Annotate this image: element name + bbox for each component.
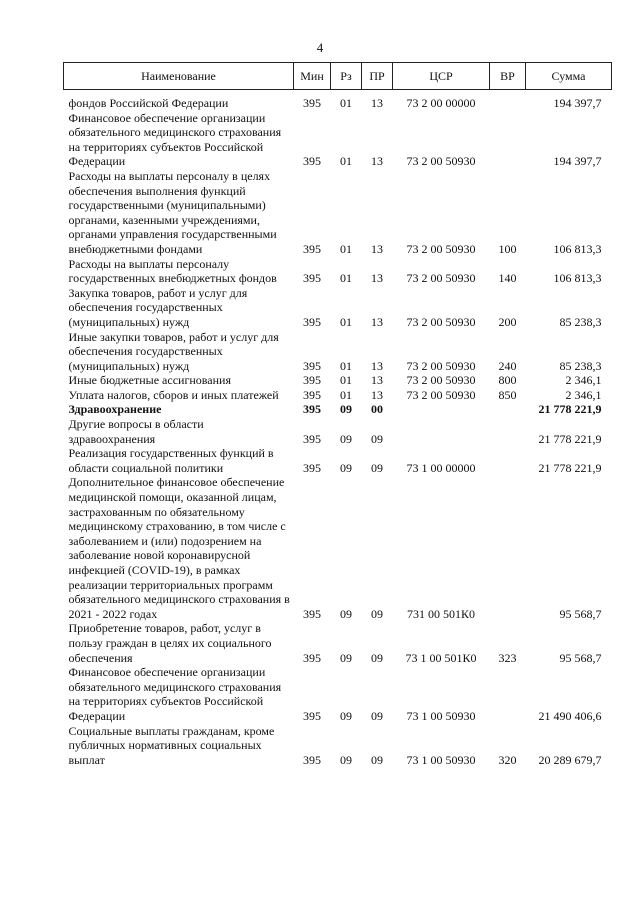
row-csr-cell: 73 1 00 501К0	[405, 650, 477, 665]
row-sum-cell: 95 568,7	[559, 606, 602, 621]
row-name-cell: Расходы на выплаты персоналу в целях обеспечения выполнения функций государственными (муниципальными) органами, казенными учреждениями, органами управления государственными внебюджетными фондами	[68, 168, 277, 256]
row-sum-cell: 21 778 221,9	[538, 460, 602, 475]
table-row	[64, 724, 612, 768]
table-row	[64, 475, 612, 621]
row-rz-cell: 01	[340, 358, 352, 373]
row-min-cell: 395	[303, 387, 321, 402]
column-header-name: Наименование	[64, 63, 294, 90]
row-sum-cell: 21 490 406,6	[538, 708, 602, 723]
row-rz-cell: 01	[340, 373, 352, 388]
row-pr-cell: 13	[371, 387, 383, 402]
row-rz-cell: 09	[340, 606, 352, 621]
row-sum-cell: 95 568,7	[559, 650, 602, 665]
row-vr-cell: 140	[498, 271, 517, 286]
row-pr-cell: 13	[371, 358, 383, 373]
column-header-csr: ЦСР	[393, 63, 490, 90]
row-min-cell: 395	[303, 460, 321, 475]
row-pr-cell: 09	[371, 606, 383, 621]
table-row	[64, 330, 612, 374]
row-csr-cell: 73 2 00 50930	[406, 271, 476, 286]
row-name-cell: Дополнительное финансовое обеспечение медицинской помощи, оказанной лицам, застрахованным по обязательному медицинскому страхованию, в том числе с заболеванием и (или) подозрением на заболевание новой коронавирусной инфекцией (COVID-19), в рамках реализации территориальных программ обязательного медицинского страхования в 2021 - 2022 годах	[68, 475, 290, 621]
row-rz-cell: 01	[340, 241, 352, 256]
table-body	[64, 90, 612, 768]
row-min-cell: 395	[303, 402, 321, 417]
column-header-vr: ВР	[490, 63, 526, 90]
row-sum-cell: 85 238,3	[559, 358, 602, 373]
row-name-cell: Расходы на выплаты персоналу государственных внебюджетных фондов	[68, 256, 277, 286]
row-min-cell: 395	[303, 358, 321, 373]
row-csr-cell: 73 2 00 50930	[406, 358, 476, 373]
row-vr-cell	[490, 90, 526, 111]
row-name-cell: Социальные выплаты гражданам, кроме публичных нормативных социальных выплат	[68, 723, 275, 767]
row-vr-cell: 100	[498, 241, 517, 256]
row-vr-cell: 850	[498, 387, 517, 402]
table-row	[64, 388, 612, 403]
row-min-cell: 395	[303, 314, 321, 329]
row-rz-cell: 09	[340, 460, 352, 475]
row-csr-cell: 73 2 00 50930	[406, 373, 476, 388]
row-csr-cell: 73 2 00 00000	[406, 96, 476, 110]
row-sum-cell: 2 346,1	[565, 387, 602, 402]
row-pr-cell: 09	[371, 460, 383, 475]
row-name-cell: фондов Российской Федерации	[68, 96, 229, 110]
row-vr-cell	[490, 417, 526, 446]
row-vr-cell	[490, 402, 526, 417]
row-csr-cell: 73 2 00 50930	[406, 387, 476, 402]
row-csr-cell	[393, 417, 490, 446]
row-csr-cell: 73 1 00 50930	[406, 708, 476, 723]
row-min-cell: 395	[303, 241, 321, 256]
row-rz-cell: 01	[340, 314, 352, 329]
row-vr-cell: 323	[498, 650, 517, 665]
table-row	[64, 446, 612, 475]
row-pr-cell: 09	[371, 752, 383, 767]
row-rz-cell: 01	[340, 387, 352, 402]
table-row	[64, 257, 612, 286]
table-row	[64, 111, 612, 169]
row-pr-cell: 13	[371, 271, 383, 286]
row-pr-cell: 09	[371, 708, 383, 723]
row-name-cell: Финансовое обеспечение организации обязательного медицинского страхования на территориях субъектов Российской Федерации	[68, 110, 282, 169]
row-vr-cell: 800	[498, 373, 517, 388]
row-name-cell: Закупка товаров, работ и услуг для обеспечения государственных (муниципальных) нужд	[68, 285, 248, 329]
row-pr-cell: 09	[371, 431, 383, 446]
row-name-cell: Иные закупки товаров, работ и услуг для обеспечения государственных (муниципальных) нужд	[68, 329, 279, 373]
table-row	[64, 402, 612, 417]
row-rz-cell: 09	[340, 402, 352, 417]
table-row	[64, 621, 612, 665]
row-name-cell: Приобретение товаров, работ, услуг в пользу граждан в целях их социального обеспечения	[68, 621, 272, 665]
row-sum-cell: 194 397,7	[553, 154, 602, 169]
row-csr-cell: 73 1 00 00000	[406, 460, 476, 475]
table-row	[64, 286, 612, 330]
row-sum-cell: 20 289 679,7	[538, 752, 602, 767]
row-sum-cell: 21 778 221,9	[538, 431, 602, 446]
row-csr-cell: 73 2 00 50930	[406, 154, 476, 169]
row-csr-cell: 73 2 00 50930	[406, 314, 476, 329]
table-row	[64, 373, 612, 388]
row-vr-cell	[490, 475, 526, 621]
column-header-rz: Рз	[331, 63, 362, 90]
budget-table	[63, 62, 612, 767]
row-rz-cell: 01	[340, 96, 352, 110]
row-name-cell: Иные бюджетные ассигнования	[68, 373, 231, 388]
row-rz-cell: 09	[340, 431, 352, 446]
row-min-cell: 395	[303, 752, 321, 767]
row-name-cell: Финансовое обеспечение организации обязательного медицинского страхования на территориях субъектов Российской Федерации	[68, 665, 282, 723]
row-min-cell: 395	[303, 431, 321, 446]
row-csr-cell: 73 1 00 50930	[406, 752, 476, 767]
row-sum-cell: 85 238,3	[559, 314, 602, 329]
row-name-cell: Уплата налогов, сборов и иных платежей	[68, 387, 279, 402]
table-row	[64, 169, 612, 257]
row-min-cell: 395	[303, 96, 321, 110]
row-pr-cell: 13	[371, 373, 383, 388]
row-min-cell: 395	[303, 650, 321, 665]
column-header-pr: ПР	[362, 63, 393, 90]
row-sum-cell: 21 778 221,9	[538, 402, 602, 417]
page-number: 4	[316, 40, 324, 55]
table-row	[64, 417, 612, 446]
row-csr-cell: 731 00 501К0	[406, 606, 475, 621]
row-pr-cell: 13	[371, 96, 383, 110]
row-csr-cell: 73 2 00 50930	[406, 241, 476, 256]
row-vr-cell	[490, 111, 526, 169]
row-sum-cell: 2 346,1	[565, 373, 602, 388]
row-rz-cell: 09	[340, 708, 352, 723]
row-pr-cell: 09	[371, 650, 383, 665]
row-vr-cell	[490, 446, 526, 475]
row-rz-cell: 09	[340, 650, 352, 665]
row-min-cell: 395	[303, 154, 321, 169]
row-csr-cell	[393, 402, 490, 417]
table-row	[64, 90, 612, 111]
row-vr-cell: 200	[498, 314, 517, 329]
row-rz-cell: 09	[340, 752, 352, 767]
table-header	[64, 63, 612, 90]
row-min-cell: 395	[303, 708, 321, 723]
row-min-cell: 395	[303, 373, 321, 388]
row-name-cell: Реализация государственных функций в области социальной политики	[68, 446, 274, 475]
row-pr-cell: 13	[371, 241, 383, 256]
row-pr-cell: 13	[371, 314, 383, 329]
table-row	[64, 665, 612, 723]
row-pr-cell: 00	[371, 402, 383, 417]
row-vr-cell: 320	[498, 752, 517, 767]
row-name-cell: Другие вопросы в области здравоохранения	[68, 417, 204, 446]
row-min-cell: 395	[303, 271, 321, 286]
row-sum-cell: 194 397,7	[553, 96, 602, 110]
column-header-min: Мин	[294, 63, 331, 90]
row-vr-cell	[490, 665, 526, 723]
row-sum-cell: 106 813,3	[553, 241, 602, 256]
row-name-cell: Здравоохранение	[68, 402, 162, 417]
row-rz-cell: 01	[340, 271, 352, 286]
row-vr-cell: 240	[498, 358, 517, 373]
row-rz-cell: 01	[340, 154, 352, 169]
column-header-sum: Сумма	[526, 63, 612, 90]
row-pr-cell: 13	[371, 154, 383, 169]
row-sum-cell: 106 813,3	[553, 271, 602, 286]
row-min-cell: 395	[303, 606, 321, 621]
